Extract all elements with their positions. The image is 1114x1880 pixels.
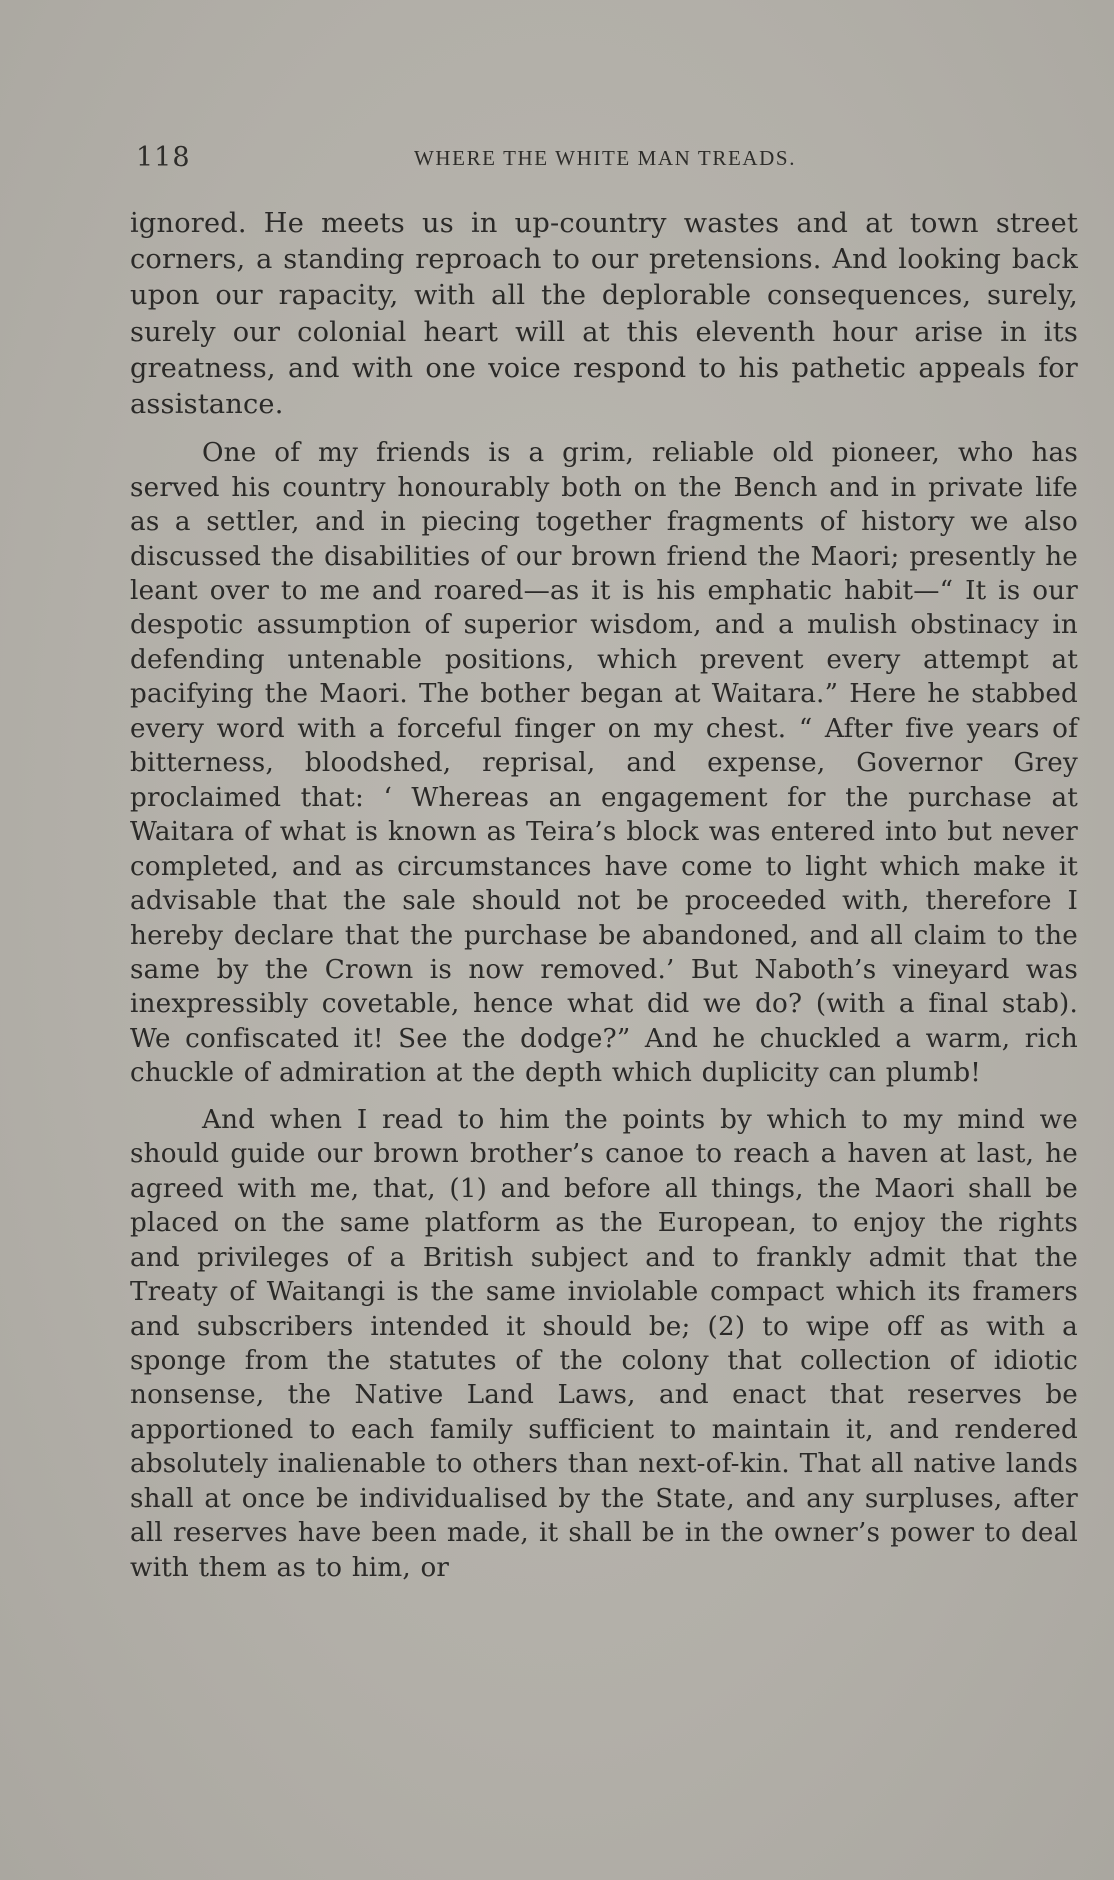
paragraph-3: And when I read to him the points by which to my mind we should guide our brown brother’s canoe to reach a haven at last, he agreed with me, that, (1) and before all things, the Maori shall be placed on the same platform as the European, to enjoy the rights and privileges of a British subject and to frankly admit that the Treaty of Waitangi is the same inviolable compact which its framers and subscribers intended it should be; (2) to wipe off as with a sponge from the statutes of the colony that collection of idiotic nonsense, the Native Land Laws, and enact that reserves be apportioned to each family sufficient to maintain it, and rendered absolutely inalienable to others than next-of-kin. That all native lands shall at once be individualised by the State, and any surpluses, after all reserves have been made, it shall be in the owner’s power to deal with them as to him, or xyxy=(130,1104,1078,1583)
page-header xyxy=(132,142,1078,182)
page-number: 118 xyxy=(136,142,191,173)
body-text xyxy=(130,206,1078,1585)
paragraph-1: ignored. He meets us in up-country wastes and at town street corners, a standing reproach to our pretensions. And looking back upon our rapacity, with all the deplorable consequences, surely, surely our colonial heart will at this eleventh hour arise in its greatness, and with one voice respond to his pathetic appeals for assistance. xyxy=(130,208,1078,421)
paragraph-2: One of my friends is a grim, reliable old pioneer, who has served his country honourably both on the Bench and in private life as a settler, and in piecing together fragments of history we also discussed the disabilities of our brown friend the Maori; presently he leant over to me and roared—as it is his emphatic habit—“ It is our despotic assumption of superior wisdom, and a mulish obstinacy in defending untenable positions, which prevent every attempt at pacifying the Maori. The bother began at Waitara.” Here he stabbed every word with a forceful finger on my chest. “ After five years of bitterness, bloodshed, reprisal, and expense, Governor Grey proclaimed that: ‘ Whereas an engagement for the purchase at Waitara of what is known as Teira’s block was entered into but never completed, and as circumstances have come to light which make it advisable that the sale should not be proceeded with, therefore I hereby declare that the purchase be abandoned, and all claim to the same by the Crown is now removed.’ But Naboth’s vineyard was inexpressibly covetable, hence what did we do? (with a final stab). We confiscated it! See the dodge?” And he chuckled a warm, rich chuckle of admiration at the depth which duplicity can plumb! xyxy=(130,438,1078,1089)
running-head: WHERE THE WHITE MAN TREADS. xyxy=(413,146,797,170)
